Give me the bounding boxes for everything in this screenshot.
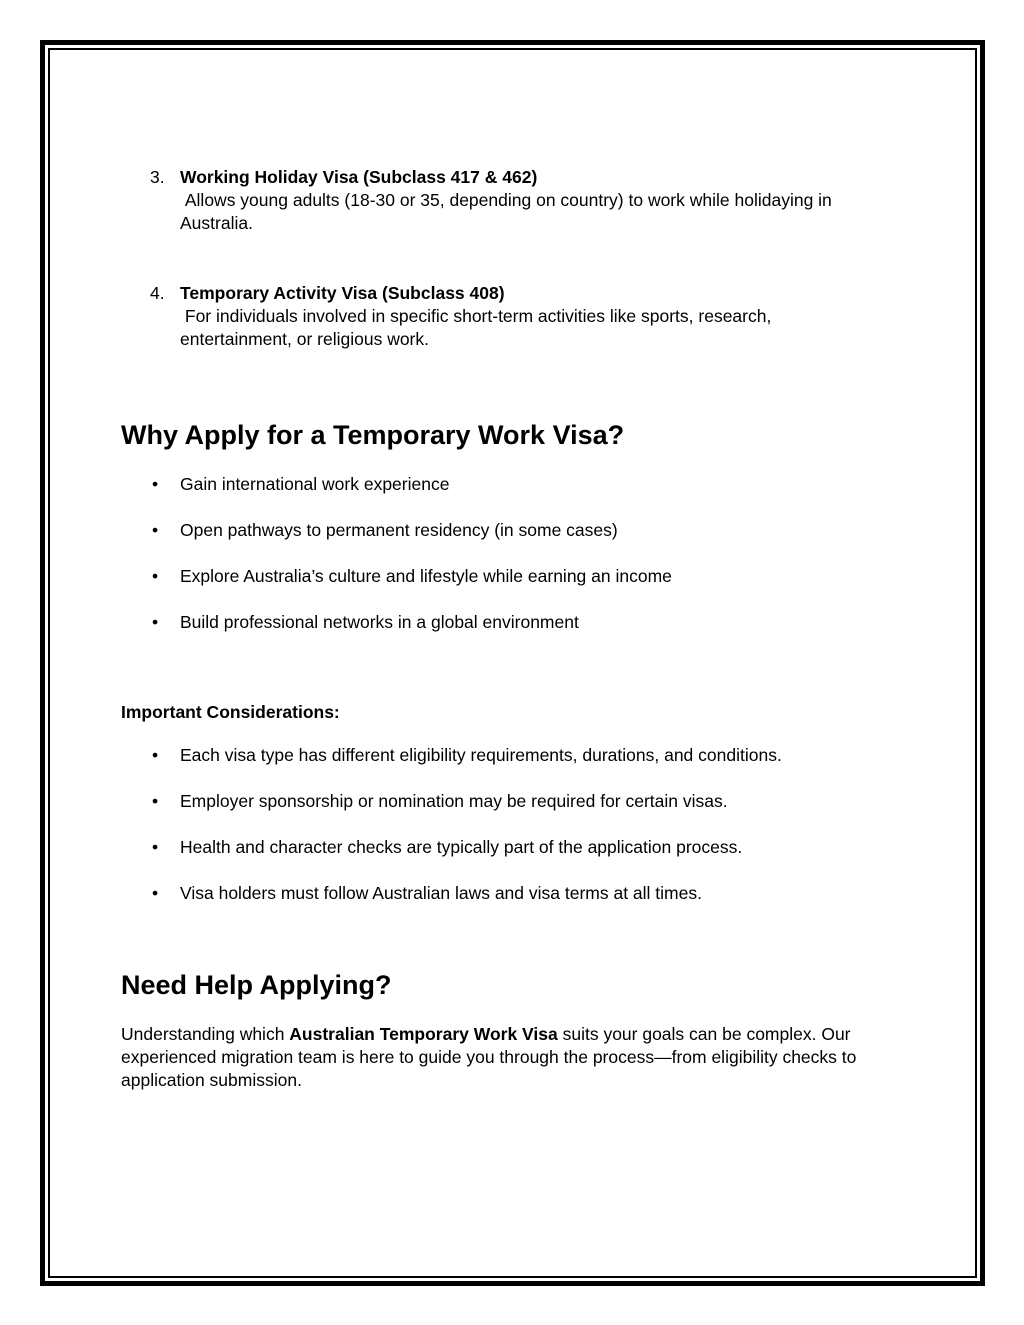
why-apply-heading: Why Apply for a Temporary Work Visa? [121, 420, 625, 450]
list-item-text: Explore Australia’s culture and lifestyle while earning an income [180, 566, 672, 586]
visa-item-4 [150, 282, 870, 351]
bullet-icon: • [152, 612, 159, 632]
list-item-text: Gain international work experience [180, 474, 450, 494]
need-help-heading: Need Help Applying? [121, 970, 392, 1000]
list-item-text: Health and character checks are typically part of the application process. [180, 837, 743, 857]
list-item [150, 565, 890, 611]
bullet-icon: • [152, 837, 159, 857]
list-item [150, 882, 890, 928]
help-text-before: Understanding which [121, 1024, 290, 1044]
list-item [150, 611, 890, 657]
considerations-heading: Important Considerations: [121, 702, 340, 722]
list-item [150, 836, 890, 882]
visa-item-3 [150, 166, 870, 235]
list-item-text: Open pathways to permanent residency (in some cases) [180, 520, 618, 540]
list-item [150, 790, 890, 836]
why-apply-list [150, 473, 890, 657]
visa-item-number: 3. [150, 167, 165, 187]
visa-item-title: Temporary Activity Visa (Subclass 408) [180, 283, 505, 303]
bullet-icon: • [152, 566, 159, 586]
list-item [150, 519, 890, 565]
bullet-icon: • [152, 883, 159, 903]
visa-item-number: 4. [150, 283, 165, 303]
considerations-list [150, 744, 890, 928]
bullet-icon: • [152, 791, 159, 811]
bullet-icon: • [152, 474, 159, 494]
list-item-text: Each visa type has different eligibility requirements, durations, and conditions. [180, 745, 782, 765]
visa-item-description: For individuals involved in specific short-term activities like sports, research, entertainment, or religious work. [180, 306, 777, 349]
list-item-text: Visa holders must follow Australian laws and visa terms at all times. [180, 883, 702, 903]
need-help-paragraph [121, 1023, 891, 1092]
list-item-text: Employer sponsorship or nomination may be required for certain visas. [180, 791, 728, 811]
list-item [150, 473, 890, 519]
help-text-after: suits your goals can be complex. Our experienced migration team is here to guide you through the process—from eligibility checks to application submission. [121, 1024, 857, 1090]
bullet-icon: • [152, 745, 159, 765]
list-item-text: Build professional networks in a global environment [180, 612, 579, 632]
visa-item-description: Allows young adults (18-30 or 35, depending on country) to work while holidaying in Australia. [180, 190, 836, 233]
list-item [150, 744, 890, 790]
help-bold-text: Australian Temporary Work Visa [289, 1024, 558, 1044]
bullet-icon: • [152, 520, 159, 540]
visa-item-title: Working Holiday Visa (Subclass 417 & 462) [180, 167, 538, 187]
